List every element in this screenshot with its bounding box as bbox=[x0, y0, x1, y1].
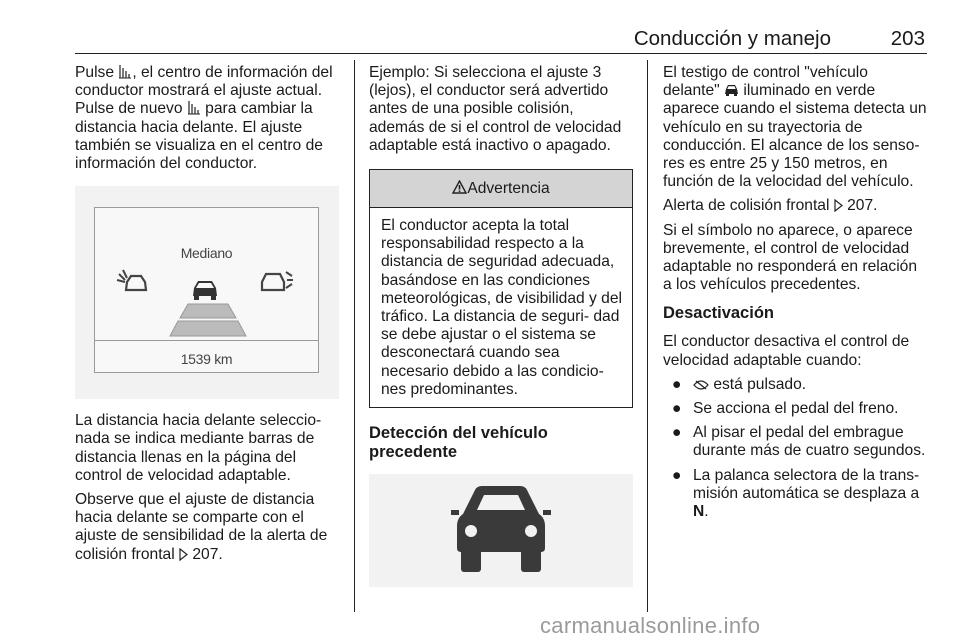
warning-header bbox=[370, 170, 632, 208]
column-2 bbox=[369, 64, 633, 587]
page-header bbox=[75, 24, 927, 54]
column-divider-1 bbox=[354, 60, 355, 612]
column-3 bbox=[663, 64, 928, 527]
cluster-figure bbox=[75, 186, 339, 399]
vehicle-ahead-figure bbox=[369, 474, 633, 587]
list-item: ● está pulsado. bbox=[672, 375, 807, 393]
gap-mode-label: Mediano bbox=[180, 245, 233, 262]
cluster-divider bbox=[95, 340, 318, 341]
paragraph-collision-ref: Alerta de colisión frontal 207. bbox=[663, 197, 878, 215]
paragraph-shared-setting: Observe que el ajuste de distancia hacia delante se comparte con el ajuste de sensibilidad de la alerta de colisión frontal 207. bbox=[75, 491, 328, 563]
section-heading-deactivation: Desactivación bbox=[663, 304, 774, 323]
odometer-readout: 1539 km bbox=[180, 351, 233, 368]
watermark: carmanualsonline.info bbox=[540, 613, 761, 638]
paragraph-bars: La distancia hacia delante seleccio- nada se indica mediante barras de distancia llenas en la página del control de velocidad adaptable. bbox=[75, 412, 322, 484]
vehicle-ahead-icon bbox=[724, 84, 739, 97]
warning-triangle-icon bbox=[452, 180, 467, 194]
gear-position-label: N bbox=[693, 503, 705, 521]
paragraph-deactivation-intro: El conductor desactiva el control de velocidad adaptable cuando: bbox=[663, 333, 910, 369]
cancel-cruise-icon bbox=[693, 379, 709, 391]
gap-distance-icon bbox=[187, 100, 201, 115]
warning-box bbox=[369, 169, 633, 408]
column-1 bbox=[75, 64, 343, 570]
cluster-display bbox=[94, 207, 319, 373]
vehicle-ahead-icon bbox=[190, 278, 220, 302]
warning-text: El conductor acepta la total responsabilidad respecto a la distancia de seguridad adecuada, basándose en las condiciones meteorológicas, de visibilidad y del tráfico. La distancia de seguri- dad se debe ajustar o el sistema se desconectará cuando sea necesario debido a las condicio- nes predominantes. bbox=[381, 217, 622, 398]
warning-title: Advertencia bbox=[467, 180, 550, 198]
paragraph-intro: Pulse , el centro de información del conductor mostrará el ajuste actual. Pulse de nuevo para cambiar la distancia hacia delante. El ajuste también se visualiza en el centro de información del conductor. bbox=[75, 64, 333, 173]
page-reference-icon bbox=[179, 548, 188, 561]
paragraph-example: Ejemplo: Si selecciona el ajuste 3 (lejos), el conductor será advertido antes de una posible colisión, además de si el control de velocidad adaptable está inactivo o apagado. bbox=[369, 64, 622, 154]
gap-distance-icon bbox=[118, 64, 132, 79]
chapter-title: Conducción y manejo bbox=[633, 27, 831, 50]
paragraph-no-symbol: Si el símbolo no aparece, o aparece brevemente, el control de velocidad adaptable no responderá en relación a los vehículos precedentes. bbox=[663, 221, 918, 294]
page-number: 203 bbox=[890, 27, 925, 50]
list-item: ● Se acciona el pedal del freno. bbox=[672, 400, 899, 418]
list-item: ● La palanca selectora de la trans- misión automática se desplaza a N. bbox=[672, 466, 920, 521]
column-divider-2 bbox=[647, 60, 648, 612]
distance-bars bbox=[160, 302, 256, 338]
deactivation-list bbox=[663, 376, 928, 521]
adaptive-cruise-icon bbox=[259, 268, 295, 298]
collision-alert-icon bbox=[115, 268, 149, 298]
page-reference-icon bbox=[834, 199, 843, 212]
paragraph-indicator: El testigo de control "vehículo delante" iluminado en verde aparece cuando el sistema detecta un vehículo en su trayectoria de conducción. El alcance de los senso- res es entre 25 y 150 metros, en función de la velocidad del vehículo. bbox=[663, 64, 927, 191]
list-item: ● Al pisar el pedal del embrague durante más de cuatro segundos. bbox=[672, 424, 926, 460]
vehicle-ahead-icon bbox=[449, 480, 553, 576]
section-heading-detection: Detección del vehículo precedente bbox=[369, 424, 548, 462]
